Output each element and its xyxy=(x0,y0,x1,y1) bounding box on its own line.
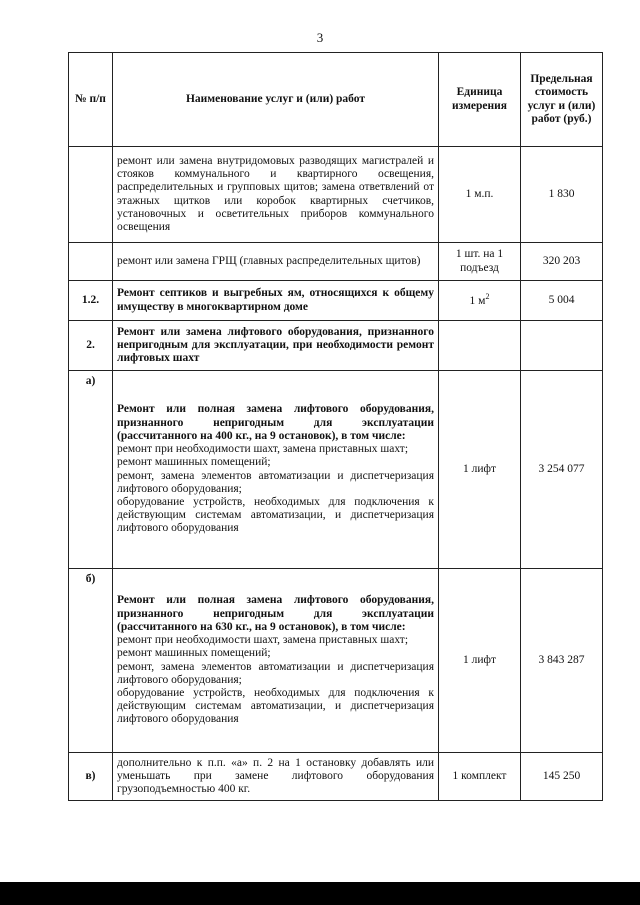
row-text-line: ремонт при необходимости шахт, замена приставных шахт; xyxy=(117,443,409,456)
row-number: 2. xyxy=(69,321,113,371)
row-unit xyxy=(439,243,521,281)
row-title: Ремонт или замена лифтового оборудования, признанного непригодным для эксплуатации, при необходимости ремонт лифтовых шахт xyxy=(117,325,434,365)
row-unit xyxy=(439,569,521,753)
row-text-line: дополнительно к п.п. «а» п. 2 на 1 остановку добавлять или уменьшать при замене лифтового оборудования грузоподъемностью 400 кг. xyxy=(117,756,434,796)
row-description xyxy=(113,753,439,801)
row-text-line: оборудование устройств, необходимых для подключения к действующим системам автоматизации, и диспетчеризация лифтового оборудования xyxy=(117,686,434,726)
table-row xyxy=(69,281,603,321)
row-price: 3 254 077 xyxy=(521,371,603,569)
header-unit: Единица измерения xyxy=(439,53,521,147)
scan-border xyxy=(0,882,640,905)
page-number: 3 xyxy=(316,30,324,45)
table-row xyxy=(69,147,603,243)
row-text-line: ремонт или замена внутридомовых разводящих магистралей и стояков коммунального и квартирного освещения, распределительных и групповых щитов; замена ответвлений от этажных щитков или коробок квартирных счетчиков, установочных и осветительных приборов коммунального освещения xyxy=(117,154,434,233)
table-row xyxy=(69,753,603,801)
row-text-line: ремонт или замена ГРЩ (главных распределительных щитов) xyxy=(117,254,421,267)
row-price: 1 830 xyxy=(521,147,603,243)
row-number: в) xyxy=(69,753,113,801)
row-unit xyxy=(439,371,521,569)
row-title: Ремонт или полная замена лифтового оборудования, признанного непригодным для эксплуатации (рассчитанного на 400 кг., на 9 остановок), в том числе: xyxy=(117,403,434,442)
row-title: Ремонт или полная замена лифтового оборудования, признанного непригодным для эксплуатации (рассчитанного на 630 кг., на 9 остановок), в том числе: xyxy=(117,594,434,633)
row-text-line: ремонт машинных помещений; xyxy=(117,647,271,660)
row-description xyxy=(113,371,439,569)
row-unit-text: 1 лифт xyxy=(463,653,496,666)
price-table xyxy=(68,52,603,801)
row-description xyxy=(113,569,439,753)
row-description xyxy=(113,147,439,243)
row-description xyxy=(113,243,439,281)
row-unit xyxy=(439,753,521,801)
row-text-line: ремонт, замена элементов автоматизации и диспетчеризация лифтового оборудования; xyxy=(117,469,434,495)
row-number: 1.2. xyxy=(69,281,113,321)
row-price: 3 843 287 xyxy=(521,569,603,753)
table-row xyxy=(69,569,603,753)
row-number xyxy=(69,147,113,243)
row-text-line: ремонт машинных помещений; xyxy=(117,456,271,469)
row-price: 320 203 xyxy=(521,243,603,281)
table-row xyxy=(69,321,603,371)
row-text-line: оборудование устройств, необходимых для подключения к действующим системам автоматизации, и диспетчеризация лифтового оборудования xyxy=(117,495,434,535)
row-price xyxy=(521,321,603,371)
row-number: б) xyxy=(69,569,113,753)
row-unit-text: 1 лифт xyxy=(463,462,496,475)
row-price: 145 250 xyxy=(521,753,603,801)
header-name: Наименование услуг и (или) работ xyxy=(113,53,439,147)
row-unit-text: 1 комплект xyxy=(452,769,507,782)
row-description xyxy=(113,321,439,371)
row-number xyxy=(69,243,113,281)
row-unit-text: 1 м.п. xyxy=(465,187,494,200)
row-text-line: ремонт, замена элементов автоматизации и диспетчеризация лифтового оборудования; xyxy=(117,660,434,686)
table-header-row xyxy=(69,53,603,147)
row-number: а) xyxy=(69,371,113,569)
row-description xyxy=(113,281,439,321)
row-unit-superscript: 2 xyxy=(485,292,490,302)
row-unit-text: 1 м xyxy=(469,295,486,308)
row-unit xyxy=(439,281,521,321)
table-row xyxy=(69,371,603,569)
row-unit-text: 1 шт. на 1 подъезд xyxy=(455,248,504,274)
header-price: Предельная стоимость услуг и (или) работ (руб.) xyxy=(521,53,603,147)
row-unit xyxy=(439,321,521,371)
row-title: Ремонт септиков и выгребных ям, относящихся к общему имуществу в многоквартирном доме xyxy=(117,287,434,313)
row-text-line: ремонт при необходимости шахт, замена приставных шахт; xyxy=(117,634,409,647)
row-unit xyxy=(439,147,521,243)
table-row xyxy=(69,243,603,281)
header-num: № п/п xyxy=(69,53,113,147)
row-price: 5 004 xyxy=(521,281,603,321)
